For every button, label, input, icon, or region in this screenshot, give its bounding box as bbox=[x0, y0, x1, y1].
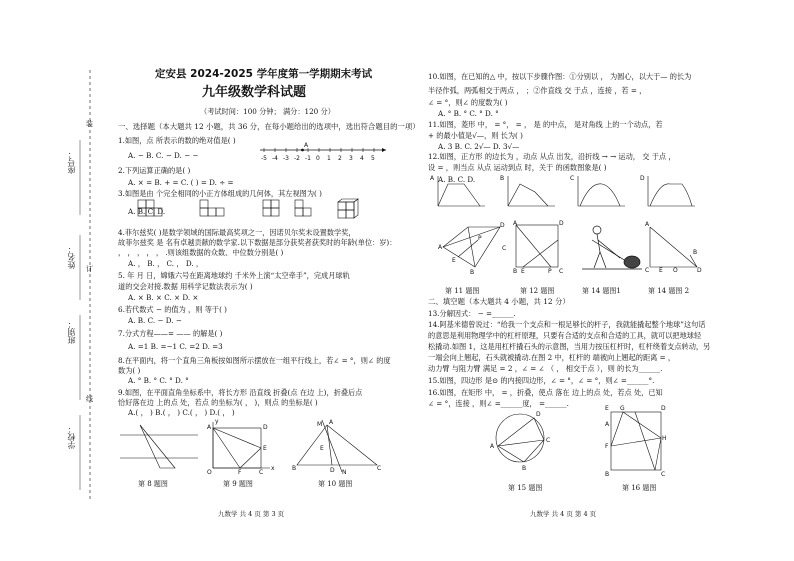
q4-line2: 故菲尔兹奖 是 名有卓越贡献的数学家.以下数据是部分获奖者获奖时的年龄(单位：岁)： bbox=[118, 238, 397, 247]
q3: 3.如图是由 个完全相同的小正方体组成的几何体，其左视图为( ) bbox=[118, 189, 322, 198]
q11-options: A. 3 B. C. 2√— D. 3√— bbox=[438, 142, 520, 151]
q10-line2: 半径作弧，两弧相交于两点 ， ；②作直线 交 于点 ，连接 ，若 = ， bbox=[428, 86, 647, 95]
fig10-label-m: M bbox=[317, 421, 323, 428]
q10-line3: ∠ = °，则∠ 的度数为( ) bbox=[428, 98, 508, 107]
fig10-label-c: C bbox=[377, 465, 382, 472]
caption-fig9: 第 9 题图 bbox=[223, 480, 253, 488]
number-line-tick-label: 1 bbox=[327, 155, 331, 162]
q8-line1: 8.在平面内，将一个直角三角板按如图所示摆放在一组平行线上，若∠ = °，则∠ 的度 bbox=[118, 356, 391, 365]
q5-options: A. × B. × C. × D. × bbox=[128, 293, 199, 302]
seat-label: 座号： bbox=[67, 150, 76, 174]
caption-fig15: 第 15 题图 bbox=[508, 484, 543, 492]
fig10-label-a: A bbox=[329, 419, 334, 426]
q1: 1.如图，点 所表示的数的绝对值是( ) bbox=[118, 136, 236, 145]
fig10-label-b: B bbox=[292, 465, 297, 472]
number-line-point bbox=[301, 149, 304, 152]
q2-options: A. × = B. + = C. ( ) = D. ÷ = bbox=[128, 178, 234, 187]
number-line-tick-label: 3 bbox=[349, 155, 353, 162]
q6: 6.若代数式 − 的值为 ，则 等于( ) bbox=[118, 305, 227, 314]
fig16-label-a: A bbox=[605, 421, 610, 428]
q4-line3: ， ， ， ， ， .则该组数据的众数、中位数分别是( ) bbox=[118, 248, 284, 257]
fig16-label-b: B bbox=[605, 471, 610, 478]
class-label: 班别： bbox=[67, 320, 76, 344]
q16-line2: ∠ = °，连接 ，则∠ =______度， =______. bbox=[428, 399, 569, 408]
fig11-label-e: E bbox=[452, 257, 456, 264]
fig9-label-y: y bbox=[215, 418, 219, 425]
fig12-label-c: C bbox=[559, 268, 564, 275]
section-1-heading: 一、选择题（本大题共 12 小题，共 36 分，在每小题给出的选项中，选出符合题目的一项） bbox=[118, 122, 420, 131]
number-line-tick-label: -5 bbox=[261, 155, 267, 162]
caption-fig10: 第 10 题图 bbox=[318, 480, 353, 488]
q3-figures bbox=[138, 198, 378, 226]
q9-line2: 恰好落在边 上的点 处，若点 的坐标为( ， )，则点 的坐标是( ) bbox=[118, 398, 318, 407]
fig9-label-c: C bbox=[259, 469, 264, 476]
q7: 7.分式方程——= —— 的解是( ) bbox=[118, 329, 223, 338]
cut-mark-1: 装 bbox=[86, 120, 93, 128]
q4-options: A. ， B. ， C. ， D. ， bbox=[128, 259, 204, 268]
fig15-label-d: D bbox=[536, 411, 541, 418]
q11-line1: 11.如图，菱形 中， = °， = ， 是 的中点， 是对角线 上的一个动点，若 bbox=[428, 120, 663, 129]
number-line-tick-label: -2 bbox=[294, 155, 300, 162]
figure-15 bbox=[490, 410, 550, 472]
fig11-label-p: P bbox=[478, 235, 482, 242]
fig12-label-e: E bbox=[521, 268, 525, 275]
fig9-label-e: E bbox=[263, 445, 267, 452]
fig9-label-a: A bbox=[207, 424, 212, 431]
school-label: 学校： bbox=[67, 425, 76, 449]
exam-title: 定安县 2024-2025 学年度第一学期期末考试 bbox=[155, 68, 373, 80]
number-line-tick-label: 4 bbox=[360, 155, 364, 162]
q14-line3: 松撬动.如图 1，这是用杠杆撬石头的示意图，当用力按压杠杆时，杠杆绕着支点转动，另 bbox=[428, 342, 711, 351]
q6-options: A. B. C. − D. − bbox=[128, 316, 182, 325]
figure-14-1-illustration bbox=[582, 222, 642, 272]
fig10-label-e: E bbox=[320, 445, 324, 452]
q12-graph-a-label: A bbox=[430, 175, 435, 182]
fig14-label-e: E bbox=[659, 267, 663, 274]
fig9-label-o: O bbox=[207, 469, 212, 476]
number-line-tick-label: 2 bbox=[338, 155, 342, 162]
figure-9 bbox=[205, 420, 275, 475]
q9-options: A.( ， ) B.( ， ) C.( ， ) D.( ， ) bbox=[128, 408, 235, 417]
q12-graphs bbox=[430, 172, 710, 212]
q11-line2: + 的最小值是√—，则 长为( ) bbox=[428, 131, 523, 140]
fig12-label-b: B bbox=[513, 268, 518, 275]
fig15-label-b: B bbox=[522, 465, 527, 472]
fig10-label-n: N bbox=[342, 469, 347, 476]
figure-11 bbox=[438, 222, 508, 276]
caption-fig12: 第 12 题图 bbox=[520, 287, 555, 295]
q14-line2: 的意思是利用物理学中的杠杆原理，只要有合适的支点和合适的工具，就可以把地球轻 bbox=[428, 331, 702, 340]
caption-fig16: 第 16 题图 bbox=[622, 484, 657, 492]
number-line-tick-label: 5 bbox=[371, 155, 375, 162]
q12-graph-d-label: D bbox=[640, 175, 645, 182]
fig12-label-a: A bbox=[513, 220, 518, 227]
fig9-label-f: F bbox=[238, 469, 242, 476]
fig11-label-c: C bbox=[502, 245, 507, 252]
fig15-label-c: C bbox=[546, 437, 551, 444]
fig12-label-p: P bbox=[548, 268, 552, 275]
q9-line1: 9.如图，在平面直角坐标系中，将长方形 沿直线 折叠(点 在边 上)，折叠后点 bbox=[118, 388, 363, 397]
q14-line4: 一端会向上翘起，石头就被撬动.在图 2 中，杠杆的 端被向上翘起的距离 = ， bbox=[428, 353, 676, 362]
q10-line1: 10.如图，在已知的△ 中，按以下步骤作图：①分别以 ， 为圆心，以大于— 的长为 bbox=[428, 72, 692, 81]
q8-options: A. ° B. ° C. ° D. ° bbox=[128, 376, 189, 385]
fig14-label-d: D bbox=[697, 267, 702, 274]
cut-mark-3: 线 bbox=[86, 395, 93, 403]
q2: 2.下列运算正确的是( ) bbox=[118, 166, 191, 175]
name-label: 姓名： bbox=[67, 245, 76, 269]
fig11-label-d: D bbox=[500, 222, 505, 229]
cut-mark-2: 订 bbox=[86, 265, 93, 273]
fig16-label-d: D bbox=[661, 405, 666, 412]
fig9-label-d: D bbox=[263, 424, 268, 431]
number-line-point-label: A bbox=[304, 142, 309, 149]
fig16-label-g: G bbox=[620, 405, 625, 412]
footer-page-3: 九数学 共 4 页 第 3 页 bbox=[218, 510, 285, 518]
fig12-label-d: D bbox=[559, 220, 564, 227]
figure-8 bbox=[120, 420, 200, 475]
fig10-label-d: D bbox=[330, 467, 335, 474]
q14-line1: 14.阿基米德曾说过：“给我一个支点和一根足够长的杆子，我就能撬起整个地球”这句话 bbox=[428, 320, 706, 329]
q4-line1: 4.菲尔兹奖( )是数学领域的国际最高奖项之一，因诺贝尔奖未设置数学奖， bbox=[118, 228, 356, 237]
fig16-label-h: H bbox=[662, 435, 667, 442]
figure-10 bbox=[292, 420, 382, 475]
q13: 13.分解因式： − =______. bbox=[428, 309, 516, 318]
figure-14-2 bbox=[645, 222, 700, 272]
fig9-label-x: x bbox=[271, 465, 275, 472]
caption-fig14-1: 第 14 题图1 bbox=[582, 287, 621, 295]
number-line bbox=[258, 140, 388, 162]
section-2-heading: 二、填空题（本大题共 4 小题，共 12 分） bbox=[428, 297, 570, 306]
q10-options: A. ° B. ° C. ° D. ° bbox=[438, 109, 499, 118]
number-line-tick-label: 0 bbox=[316, 155, 320, 162]
exam-info: （考试时间：100 分钟； 满分：120 分） bbox=[200, 107, 335, 116]
number-line-tick-label: -4 bbox=[272, 155, 278, 162]
figure-12 bbox=[513, 222, 563, 274]
q12-graph-c-label: C bbox=[570, 175, 575, 182]
fig16-label-c: C bbox=[661, 471, 666, 478]
fig11-label-b: B bbox=[470, 269, 475, 276]
q1-options: A. − B. C. − D. − − bbox=[128, 151, 199, 160]
fig14-label-c: C bbox=[645, 267, 650, 274]
fig14-label-b: B bbox=[693, 249, 698, 256]
q7-options: A. =1 B. =−1 C. =2 D. =3 bbox=[128, 342, 223, 351]
caption-fig8: 第 8 题图 bbox=[138, 480, 168, 488]
q5-line2: 道的交会对接.数据 用科学记数法表示为( ) bbox=[118, 282, 253, 291]
q12-line2: 设 = ，则当点 从点 运动到点 时，关于 的函数图象是( ) bbox=[428, 163, 607, 172]
caption-fig11: 第 11 题图 bbox=[445, 287, 480, 295]
figure-16 bbox=[605, 406, 667, 476]
q3-options: A. B. C. D. bbox=[128, 207, 166, 216]
number-line-tick-label: -3 bbox=[283, 155, 289, 162]
fig15-label-a: A bbox=[490, 443, 495, 450]
q15: 15.如图，四边形 是⊙ 的内接四边形，∠ = °，∠ = °，则∠ =______°. bbox=[428, 376, 655, 385]
q16-line1: 16.如图，在矩形 中， = ，折叠，使点 落在 边上的点 处，若点 处，已知 bbox=[428, 388, 663, 397]
q14-line5: 动力臂 与阻力臂 满足 = 2 ，∠ = ∠ （ ， 相交于点 ），则 的长为______. bbox=[428, 364, 663, 373]
exam-subtitle: 九年级数学科试题 bbox=[202, 85, 307, 100]
fig16-label-f: F bbox=[605, 443, 609, 450]
q8-line2: 数为( ) bbox=[118, 366, 141, 375]
q12-graph-b-label: B bbox=[500, 175, 505, 182]
fig16-label-e: E bbox=[605, 405, 609, 412]
caption-fig14-2: 第 14 题图 2 bbox=[648, 287, 690, 295]
q12-options: A. B. C. D. bbox=[438, 175, 476, 184]
fig14-label-o: O bbox=[673, 267, 678, 274]
q12-line1: 12.如图，正方形 的边长为 ，动点 从点 出发，沿折线 → → 运动， 交 于点 ， bbox=[428, 152, 676, 161]
footer-page-4: 九数学 共 4 页 第 4 页 bbox=[530, 510, 597, 518]
fig14-label-a: A bbox=[645, 221, 650, 228]
q5-line1: 5. 年 月 日，嫦娥六号在距离地球约 千米外上演“太空牵手”，完成月球轨 bbox=[118, 271, 350, 280]
number-line-tick-label: -1 bbox=[305, 155, 311, 162]
fig11-label-a: A bbox=[438, 244, 443, 251]
